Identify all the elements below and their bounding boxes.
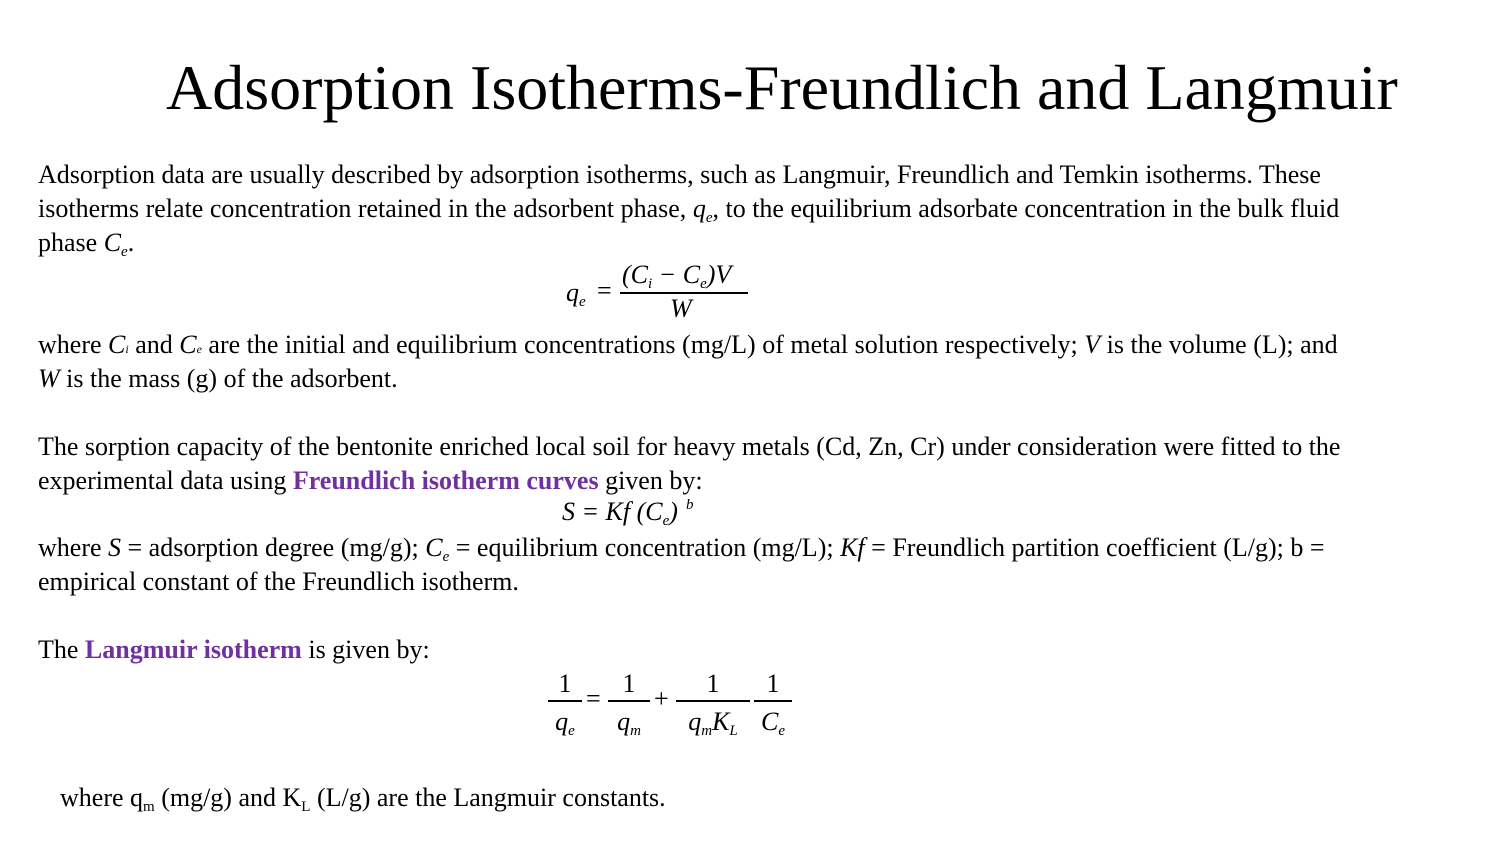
intro-line-1: Adsorption data are usually described by adsorption isotherms, such as Langmuir, Freundlich and Temkin isotherms. These (38, 160, 1321, 189)
freundlich-terms-line-2: empirical constant of the Freundlich isotherm. (38, 567, 519, 596)
freundlich-terms-line-1: where S = adsorption degree (mg/g); $C_e$ = equilibrium concentration (mg/L); Kf = Freundlich partition coefficient (L/g); b = (38, 533, 1325, 565)
definitions-line-1: where Ci and Ce are the initial and equilibrium concentrations (mg/L) of metal solution respectively; V is the volume (L); and (38, 330, 1338, 359)
intro-line-2: isotherms relate concentration retained in the adsorbent phase, $q_e$, to the equilibrium adsorbate concentration in the bulk fluid (38, 194, 1340, 226)
equation-langmuir (548, 668, 798, 748)
equation-qe (566, 260, 756, 330)
freundlich-intro-line-1: The sorption capacity of the bentonite enriched local soil for heavy metals (Cd, Zn, Cr) under consideration were fitted to the (38, 432, 1341, 461)
langmuir-constants-line: where $q_m$ (mg/g) and $K_L$ (L/g) are the Langmuir constants. (60, 783, 666, 815)
slide-title: Adsorption Isotherms-Freundlich and Langmuir (166, 52, 1398, 123)
intro-line-3: phase $C_e$. (38, 228, 135, 260)
freundlich-intro-line-2: experimental data using Freundlich isotherm curves given by: (38, 466, 703, 495)
eq3-frac-1-qe: 1 $q_e$ (548, 668, 582, 738)
eq3-frac-1-ce: 1 $C_e$ (754, 668, 792, 738)
equation-freundlich: S = Kf $(C_e)$ $^b$ (562, 497, 694, 529)
freundlich-highlight: Freundlich isotherm curves (292, 466, 599, 495)
eq1-equals: = (597, 276, 612, 305)
eq3-equals: = (586, 684, 601, 713)
eq3-frac-1-qm: 1 $q_m$ (608, 668, 650, 738)
eq1-denominator: W (670, 294, 692, 323)
langmuir-intro: The Langmuir isotherm is given by: (38, 635, 430, 664)
eq3-frac-1-qmkl: 1 $q_mK_L$ (676, 668, 750, 738)
definitions-line-2: W is the mass (g) of the adsorbent. (38, 364, 398, 393)
eq3-plus: + (654, 684, 669, 713)
eq1-lhs: $q_e$ (566, 278, 586, 310)
eq1-numerator: $(C_i - C_e)V$ (622, 260, 732, 292)
langmuir-highlight: Langmuir isotherm (84, 635, 302, 664)
